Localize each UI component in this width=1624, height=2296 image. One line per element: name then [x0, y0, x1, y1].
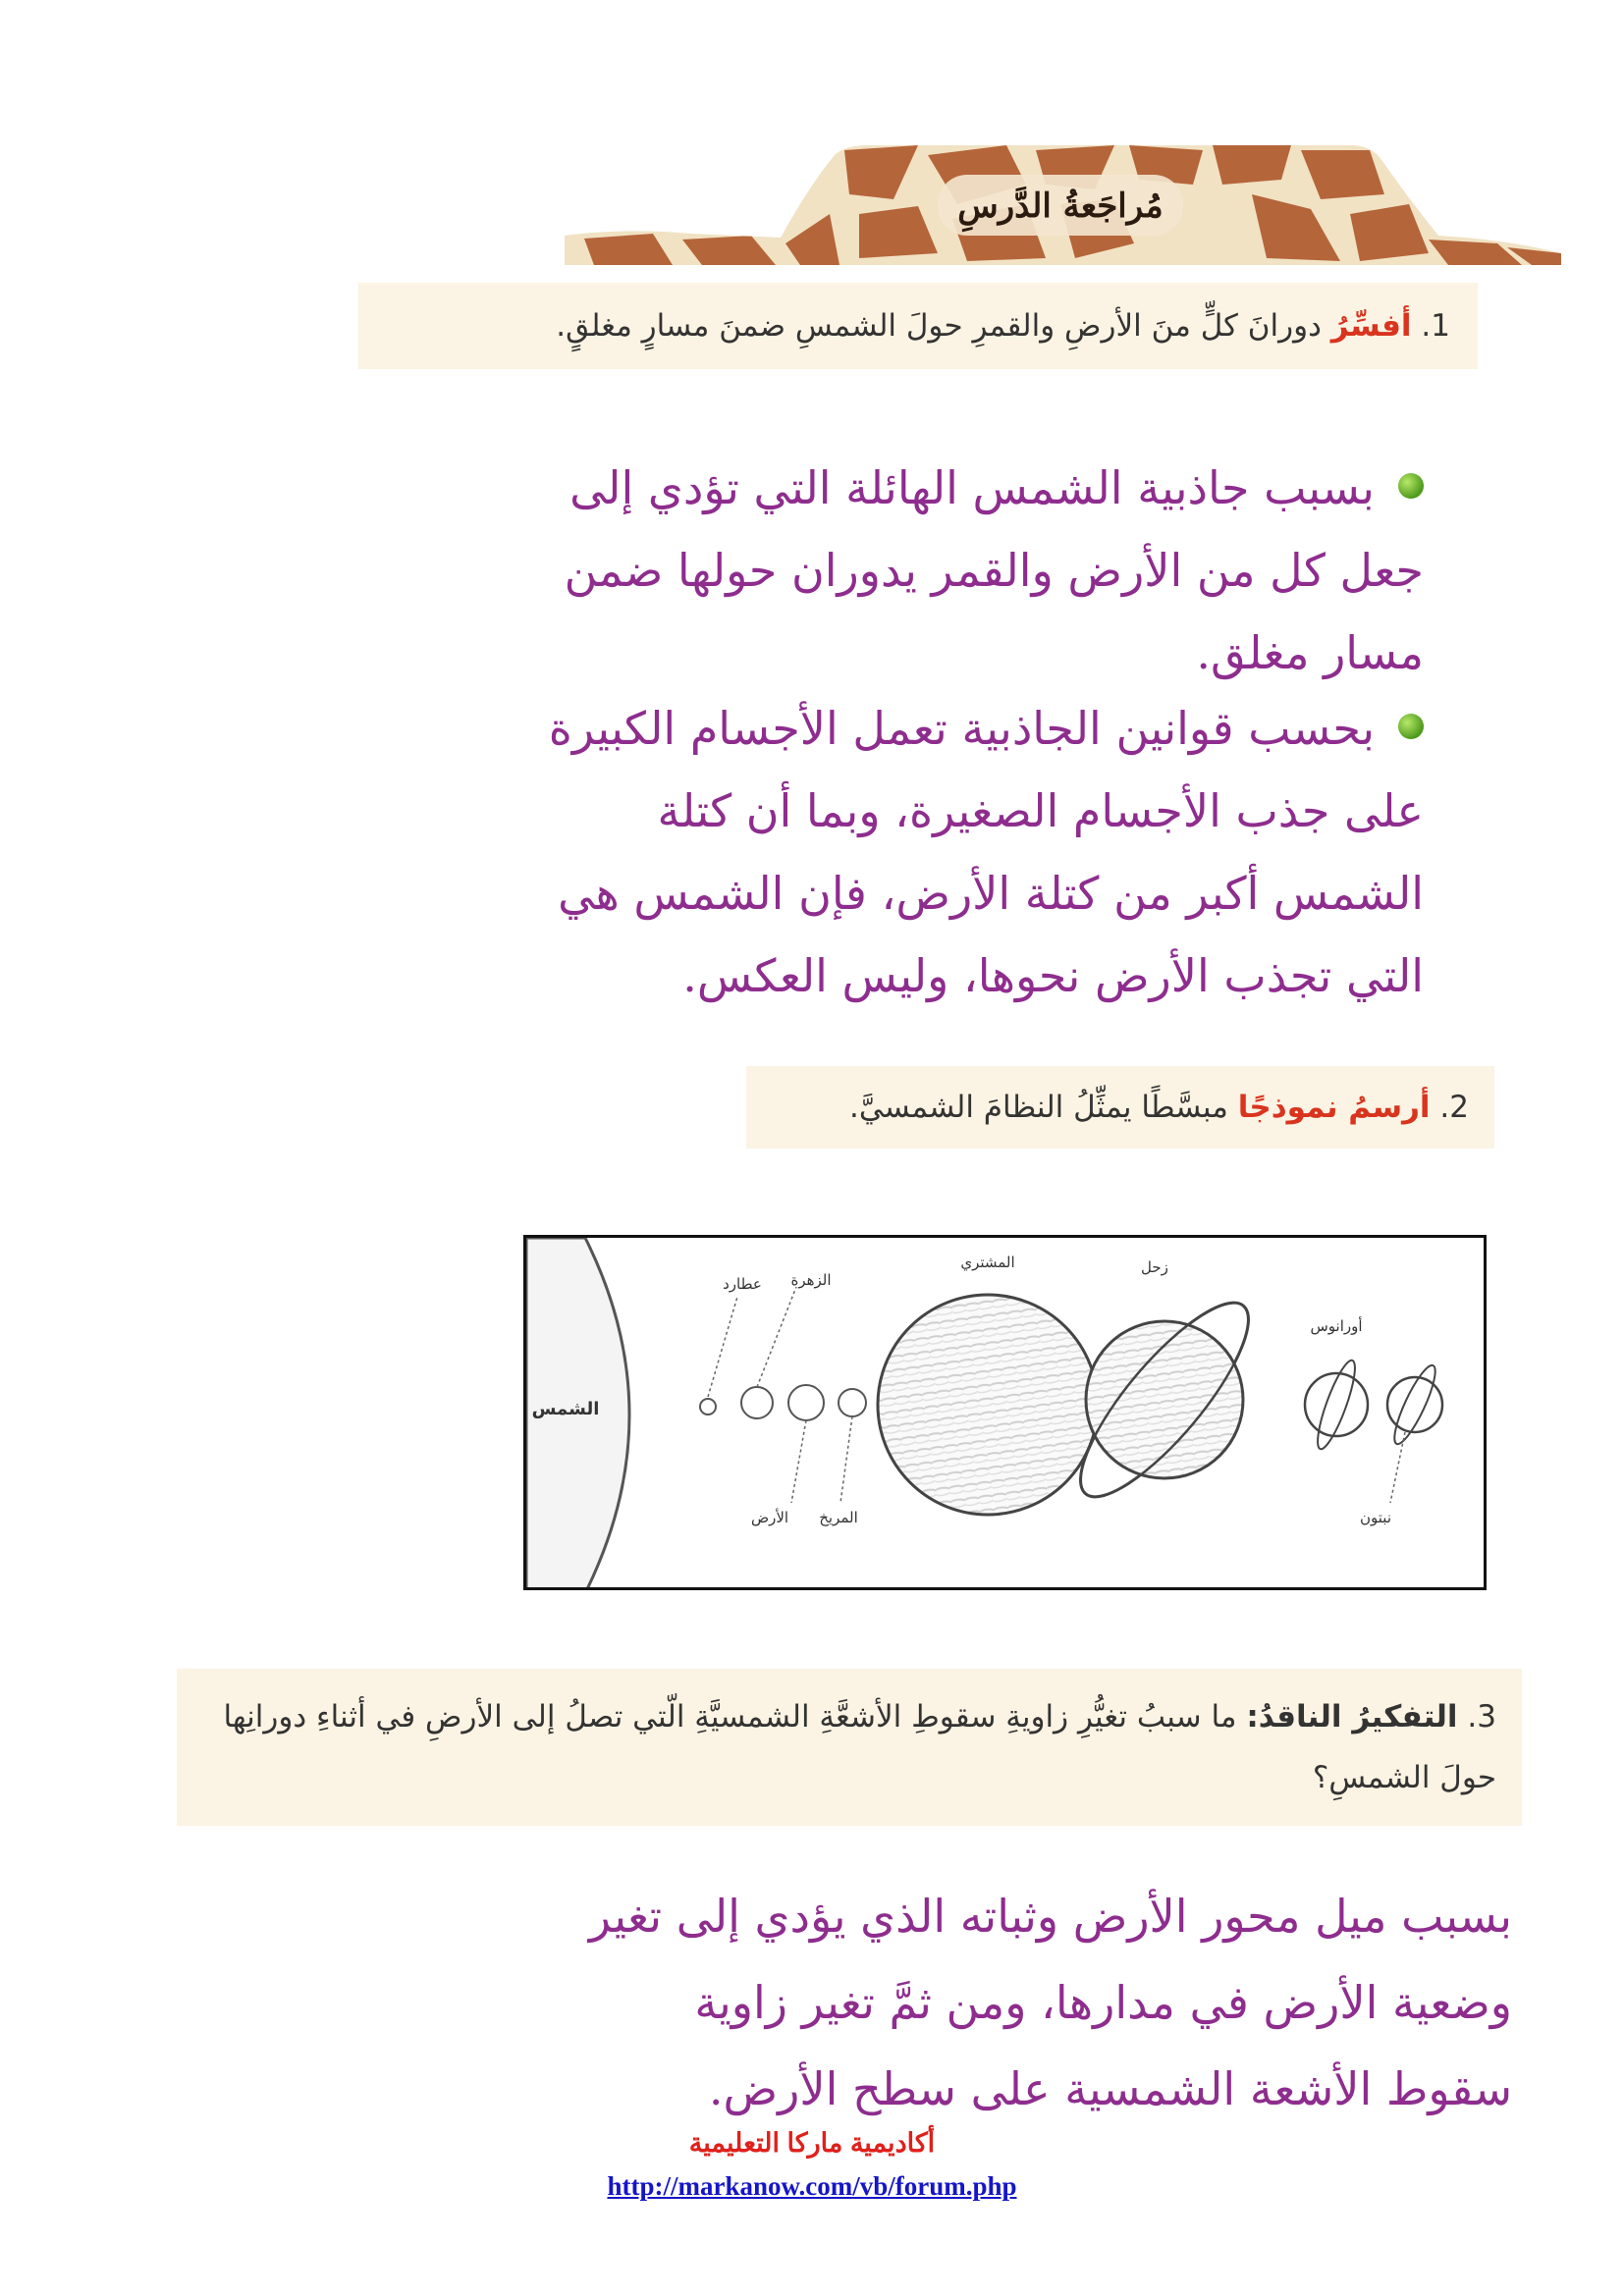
answer-1-bullet-1: [530, 447, 1424, 694]
sun-label: الشمس: [531, 1399, 600, 1419]
bullet-icon: [1398, 714, 1424, 739]
solar-system-figure: [523, 1235, 1487, 1590]
question-keyword: أفسِّرُ: [1330, 308, 1412, 344]
question-text: مبسَّطًا يمثِّلُ النظامَ الشمسيَّ.: [848, 1090, 1228, 1125]
question-text: دورانَ كلٍّ منَ الأرضِ والقمرِ حولَ الشمسِ ضمنَ مسارٍ مغلقٍ.: [556, 308, 1322, 344]
uranus-label: أورانوس: [1310, 1317, 1363, 1335]
lesson-review-title: مُراجَعةُ الدَّرسِ: [957, 187, 1164, 226]
earth-shape: [788, 1385, 824, 1420]
jupiter-shape: [878, 1295, 1098, 1515]
question-3: [177, 1669, 1522, 1826]
bullet-icon: [1398, 473, 1424, 499]
question-number: 1.: [1421, 308, 1450, 344]
mercury-shape: [700, 1399, 716, 1415]
neptune-label: نبتون: [1360, 1509, 1391, 1526]
answer-text: بحسب قوانين الجاذبية تعمل الأجسام الكبيرة على جذب الأجسام الصغيرة، وبما أن كتلة الشمس أكبر من كتلة الأرض، فإن الشمس هي التي تجذب الأرض نحوها، وليس العكس.: [548, 702, 1424, 1002]
mercury-label: عطارد: [723, 1275, 762, 1293]
uranus-shape: [1305, 1373, 1368, 1436]
jupiter-label: المشتري: [960, 1254, 1015, 1271]
mars-label: المريخ: [819, 1509, 858, 1526]
footer-organization: أكاديمية ماركا التعليمية: [688, 2128, 936, 2158]
question-number: 3.: [1467, 1699, 1496, 1735]
footer-link[interactable]: http://markanow.com/vb/forum.php: [607, 2171, 1017, 2201]
question-keyword: التفكيرُ الناقدُ:: [1246, 1699, 1458, 1735]
venus-label: الزهرة: [790, 1271, 832, 1289]
question-text: ما سببُ تغيُّرِ زاويةِ سقوطِ الأشعَّةِ الشمسيَّةِ الّتي تصلُ إلى الأرضِ في أثناءِ دورانِها حولَ الشمسِ؟: [223, 1699, 1496, 1795]
question-1: [358, 283, 1478, 369]
answer-text: بسبب جاذبية الشمس الهائلة التي تؤدي إلى جعل كل من الأرض والقمر يدوران حولها ضمن مسار مغلق.: [564, 461, 1424, 679]
question-number: 2.: [1439, 1090, 1469, 1125]
answer-3: بسبب ميل محور الأرض وثباته الذي يؤدي إلى تغير وضعية الأرض في مدارها، ومن ثمَّ تغير زاوية سقوط الأشعة الشمسية على سطح الأرض.: [588, 1890, 1512, 2115]
answer-1-bullet-2: [530, 687, 1424, 1017]
venus-shape: [741, 1387, 773, 1418]
solar-system-drawing: [526, 1238, 1487, 1590]
question-keyword: أرسمُ نموذجًا: [1237, 1090, 1431, 1125]
saturn-label: زحل: [1141, 1258, 1168, 1276]
question-2: [746, 1066, 1494, 1148]
earth-label: الأرض: [750, 1509, 789, 1526]
mars-shape: [839, 1389, 866, 1416]
